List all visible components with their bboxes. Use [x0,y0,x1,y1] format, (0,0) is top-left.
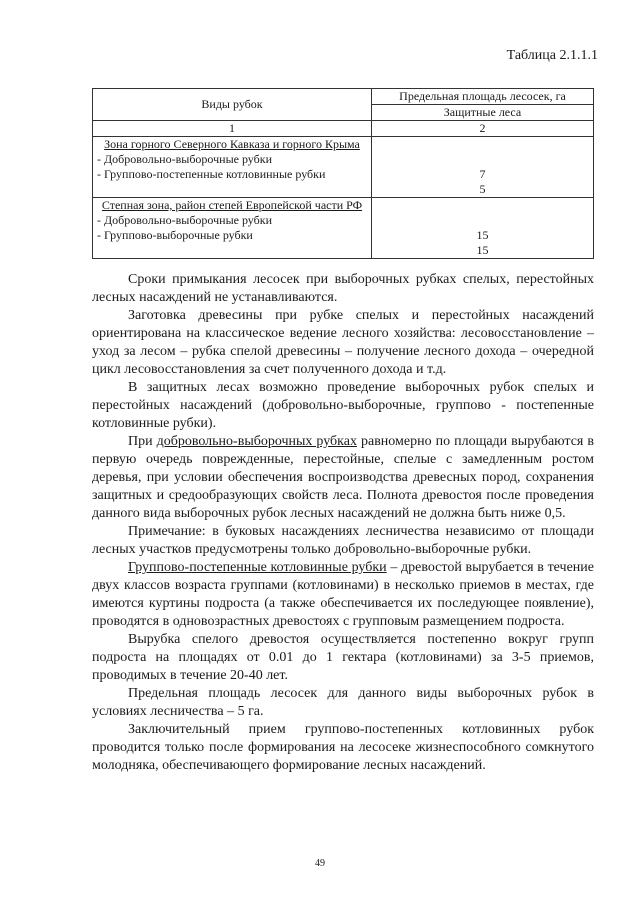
area-value: 5 [479,182,486,196]
header-max-area: Предельная площадь лесосек, га [372,89,594,105]
header-cutting-types: Виды рубок [93,89,372,121]
term-group-cutting: Группово-постепенные котловинные рубки [128,560,387,575]
area-value: 7 [479,167,486,181]
body-text [92,271,594,775]
zone-cell [93,137,372,198]
term-selective-cutting: добровольно-выборочных рубках [156,434,357,449]
area-value: 15 [476,243,489,257]
paragraph-rest: – древостой вырубается в течение двух классов возраста группами (котловинами) в несколько приемов в местах, где имеются куртины подроста (а также обеспечивается их последующее появление), проводятся в одновозрастных древостоях с групповым размещением подроста. [92,560,595,629]
paragraph: Сроки примыкания лесосек при выборочных рубках спелых, перестойных лесных насаждений не устанавливаются. [92,272,594,305]
table-row [93,198,594,259]
zone-title: Степная зона, район степей Европейской части РФ [101,198,363,212]
column-number-2: 2 [372,121,594,137]
header-protective-forests: Защитные леса [372,105,594,121]
paragraph: В защитных лесах возможно проведение выборочных рубок спелых и перестойных насаждений (добровольно-выборочные, группово - постепенные котловинные рубки). [92,380,594,431]
paragraph: Предельная площадь лесосек для данного виды выборочных рубок в условиях лесничества – 5 га. [92,686,594,719]
paragraph [92,559,594,631]
cutting-type: - Добровольно-выборочные рубки [97,152,273,166]
zone-title: Зона горного Северного Кавказа и горного Крыма [104,137,360,151]
paragraph: Вырубка спелого древостоя осуществляется постепенно вокруг групп подроста на площадях от 0.01 до 1 гектара (котловинами) за 3-5 приемов, проводимых в течение 20-40 лет. [92,632,594,683]
paragraph: Примечание: в буковых насаждениях лесничества независимо от площади лесных участков предусмотрены только добровольно-выборочные рубки. [92,524,594,557]
paragraph-lead: При [128,434,153,449]
paragraph [92,433,594,523]
zone-cell [93,198,372,259]
paragraph: Заключительный прием группово-постепенных котловинных рубок проводится только после формирования на лесосеке жизнеспособного сомкнутого молодняка, обеспечивающего формирование лесных насаждений. [92,722,594,773]
paragraph: Заготовка древесины при рубке спелых и перестойных насаждений ориентирована на классическое ведение лесного хозяйства: лесовосстановление – уход за лесом – рубка спелой древесины – получение лесного дохода – очередной цикл лесовосстановления за счет полученного дохода и т.д. [92,308,594,377]
column-number-1: 1 [93,121,372,137]
cutting-type: - Добровольно-выборочные рубки [97,213,273,227]
paragraph-rest: равномерно по площади вырубаются в первую очередь поврежденные, перестойные, спелые с замедленным ростом деревья, при условии обеспечения воспроизводства древесных пород, сохранения защитных и средообразующих свойств леса. Полнота древостоя после проведения данного вида выборочных рубок лесных насаждений не должна быть ниже 0,5. [92,434,594,521]
table-caption: Таблица 2.1.1.1 [506,48,598,63]
page-number: 49 [315,858,325,869]
cutting-type: - Группово-выборочные рубки [97,228,253,242]
cutting-type: - Группово-постепенные котловинные рубки [97,167,326,181]
area-value: 15 [476,228,489,242]
table-row [93,137,594,198]
cutting-area-table [92,88,594,259]
